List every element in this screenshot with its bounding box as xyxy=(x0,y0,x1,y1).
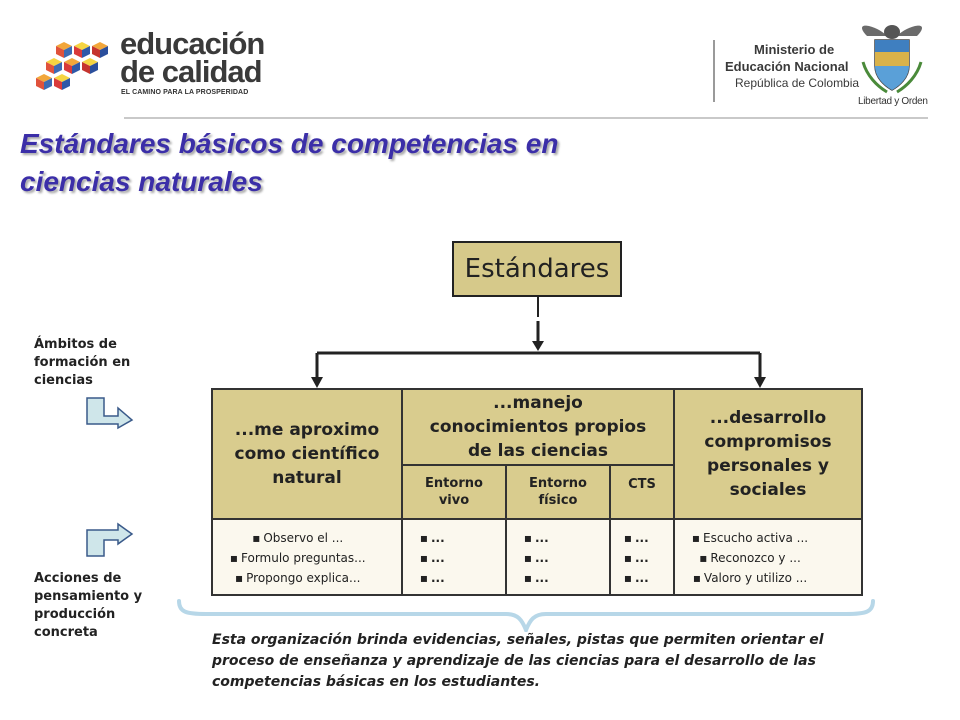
action-item: ▪ ... xyxy=(621,528,649,548)
logo-line2: de calidad xyxy=(120,54,262,89)
logo-tagline: EL CAMINO PARA LA PROSPERIDAD xyxy=(121,89,249,96)
action-item: ▪ Propongo explica... xyxy=(227,568,366,588)
ministry-line2: Educación Nacional xyxy=(725,59,849,74)
column-header-scientist: ...me aproximo como científico natural xyxy=(213,390,403,520)
action-item: ▪ Observo el ... xyxy=(227,528,366,548)
actions-entorno-fisico xyxy=(507,520,611,594)
ministry-line1: Ministerio de xyxy=(754,42,835,57)
label-acciones: Acciones de pensamiento y producción concreta xyxy=(34,571,143,640)
logo-line1: educación xyxy=(120,26,265,61)
coat-of-arms-icon xyxy=(857,22,927,96)
bent-arrow-up-right-icon xyxy=(84,520,136,560)
bent-arrow-right-icon xyxy=(84,394,136,430)
actions-entorno-vivo xyxy=(403,520,507,594)
action-item: ▪ ... xyxy=(521,528,549,548)
motto-text: Libertad y Orden xyxy=(858,96,928,107)
competencies-table xyxy=(211,388,863,596)
actions-cts xyxy=(611,520,675,594)
header-divider xyxy=(713,40,715,102)
action-item: ▪ Valoro y utilizo ... xyxy=(689,568,808,588)
action-item: ▪ ... xyxy=(417,568,445,588)
page-title xyxy=(20,125,720,201)
actions-scientist xyxy=(213,520,403,594)
action-item: ▪ ... xyxy=(621,548,649,568)
action-item: ▪ Formulo preguntas... xyxy=(227,548,366,568)
logo-cubes-icon xyxy=(34,36,118,98)
subheader-entorno-fisico: Entorno físico xyxy=(507,466,611,520)
tree-connector xyxy=(300,297,780,391)
column-header-knowledge: ...manejo conocimientos propios de las ciencias xyxy=(403,390,675,466)
header-rule xyxy=(124,117,928,119)
action-item: ▪ ... xyxy=(621,568,649,588)
action-item: ▪ ... xyxy=(521,548,549,568)
action-item: ▪ ... xyxy=(521,568,549,588)
ministry-line3: República de Colombia xyxy=(735,76,860,90)
action-item: ▪ Reconozco y ... xyxy=(689,548,808,568)
column-header-commitments: ...desarrollo compromisos personales y sociales xyxy=(675,390,861,520)
education-quality-logo xyxy=(34,26,270,100)
action-item: ▪ ... xyxy=(417,528,445,548)
standards-box: Estándares xyxy=(452,241,622,297)
curly-brace-icon xyxy=(176,598,876,632)
title-line1: Estándares básicos de competencias en xyxy=(20,128,559,159)
action-item: ▪ Escucho activa ... xyxy=(689,528,808,548)
subheader-entorno-vivo: Entorno vivo xyxy=(403,466,507,520)
action-item: ▪ ... xyxy=(417,548,445,568)
subheader-cts: CTS xyxy=(611,466,675,520)
actions-commitments xyxy=(675,520,861,594)
caption-text: Esta organización brinda evidencias, señales, pistas que permiten orientar el proceso de enseñanza y aprendizaje de las ciencias para el desarrollo de las competencias básicas en los estudiantes. xyxy=(212,632,824,690)
label-ambitos: Ámbitos de formación en ciencias xyxy=(34,337,131,388)
title-line2: ciencias naturales xyxy=(20,166,263,197)
